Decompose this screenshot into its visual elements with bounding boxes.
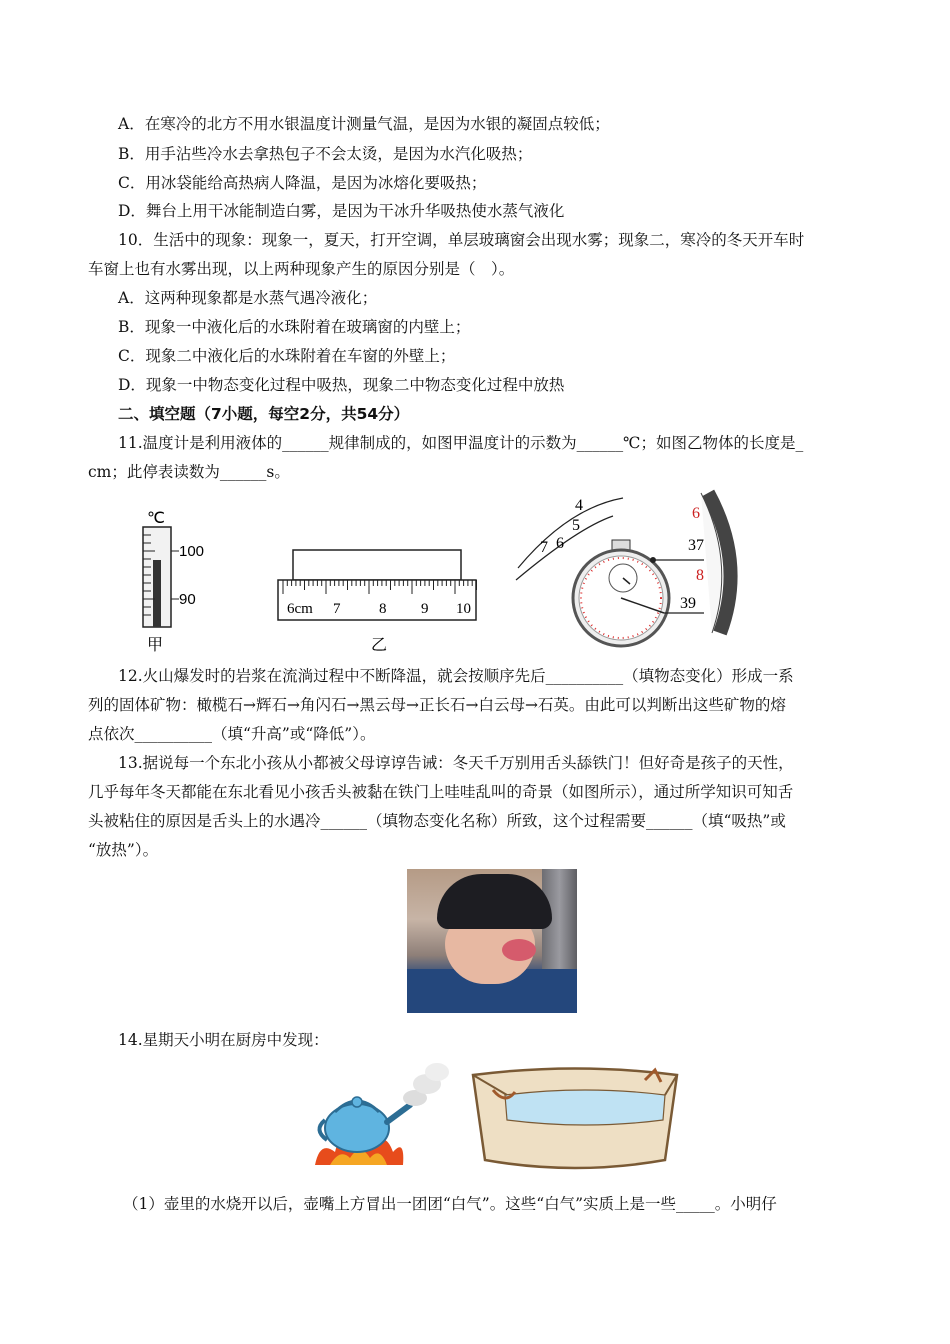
scale-39: 39 xyxy=(680,595,696,612)
question-13-line3: 头被粘住的原因是舌头上的水遇冷______（填物态变化名称）所致，这个过程需要______（填“吸热”或 xyxy=(88,812,786,830)
question-11-line2: cm；此停表读数为______s。 xyxy=(88,463,290,481)
section-2-heading: 二、填空题（7小题，每空2分，共54分） xyxy=(118,405,410,423)
option-b-q9: B．用手沾些冷水去拿热包子不会太烫，是因为水汽化吸热； xyxy=(118,145,533,163)
question-13-line2: 几乎每年冬天都能在东北看见小孩舌头被黏在铁门上哇哇乱叫的奇景（如图所示），通过所学知识可知舌 xyxy=(88,783,794,801)
question-12-line3: 点依次__________（填“升高”或“降低”）。 xyxy=(88,725,376,743)
thermometer-caption: 甲 xyxy=(147,637,164,654)
ruler-figure xyxy=(275,545,480,657)
ruler-tick-8: 8 xyxy=(379,601,387,617)
question-12-line1: 12.火山爆发时的岩浆在流淌过程中不断降温，就会按顺序先后__________（填物态变化）形成一系 xyxy=(118,667,794,685)
question-12-line2: 列的固体矿物：橄榄石→辉石→角闪石→黑云母→正长石→白云母→石英。由此可以判断出这些矿物的熔 xyxy=(88,696,786,714)
scale-37: 37 xyxy=(688,537,704,554)
option-d-q10: D．现象一中物态变化过程中吸热，现象二中物态变化过程中放热 xyxy=(118,376,565,394)
ruler-tick-7: 7 xyxy=(333,601,341,617)
option-c-q9: C．用冰袋能给高热病人降温，是因为冰熔化要吸热； xyxy=(118,174,487,192)
child-tongue-photo xyxy=(407,869,577,1013)
ruler-caption: 乙 xyxy=(371,637,388,654)
ruler-tick-6cm: 6cm xyxy=(287,601,313,617)
thermometer-figure xyxy=(135,505,215,655)
scale-8: 8 xyxy=(696,567,704,584)
thermometer-tick-90: 90 xyxy=(179,591,196,608)
basin-illustration xyxy=(465,1060,690,1180)
thermometer-tick-100: 100 xyxy=(179,543,205,560)
question-13-line1: 13.据说每一个东北小孩从小都被父母谆谆告诫：冬天千万别用舌头舔铁门！但好奇是孩子的天性， xyxy=(118,754,794,772)
option-c-q10: C．现象二中液化后的水珠附着在车窗的外壁上； xyxy=(118,347,456,365)
option-d-q9: D．舞台上用干冰能制造白雾，是因为干冰升华吸热使水蒸气液化 xyxy=(118,202,565,220)
question-10-line1: 10．生活中的现象：现象一，夏天，打开空调，单层玻璃窗会出现水雾；现象二，寒冷的冬天开车时 xyxy=(118,231,805,249)
option-a-q10: A．这两种现象都是水蒸气遇冷液化； xyxy=(118,289,378,307)
option-b-q10: B．现象一中液化后的水珠附着在玻璃窗的内壁上； xyxy=(118,318,471,336)
thermometer-unit: ℃ xyxy=(147,510,165,527)
measured-object xyxy=(293,550,461,580)
ruler-tick-9: 9 xyxy=(421,601,429,617)
question-13-line4: “放热”）。 xyxy=(88,841,159,859)
small-dial-5: 5 xyxy=(572,517,580,534)
question-10-line2: 车窗上也有水雾出现，以上两种现象产生的原因分别是（ ）。 xyxy=(88,260,515,278)
question-14-intro: 14.星期天小明在厨房中发现： xyxy=(118,1031,329,1049)
small-dial-4: 4 xyxy=(575,497,583,514)
question-14-part1: （1）壶里的水烧开以后，壶嘴上方冒出一团团“白气”。这些“白气”实质上是一些_____。小明仔 xyxy=(123,1195,777,1213)
small-dial-6: 6 xyxy=(556,535,564,552)
stopwatch-figure xyxy=(508,488,758,648)
question-11-line1: 11.温度计是利用液体的______规律制成的，如图甲温度计的示数为______℃；如图乙物体的长度是_ xyxy=(118,434,804,452)
scale-6: 6 xyxy=(692,505,700,522)
option-a-q9: A．在寒冷的北方不用水银温度计测量气温，是因为水银的凝固点较低； xyxy=(118,115,610,133)
small-dial-7: 7 xyxy=(540,539,548,556)
kettle-illustration xyxy=(305,1060,455,1170)
ruler-tick-10: 10 xyxy=(456,601,471,617)
